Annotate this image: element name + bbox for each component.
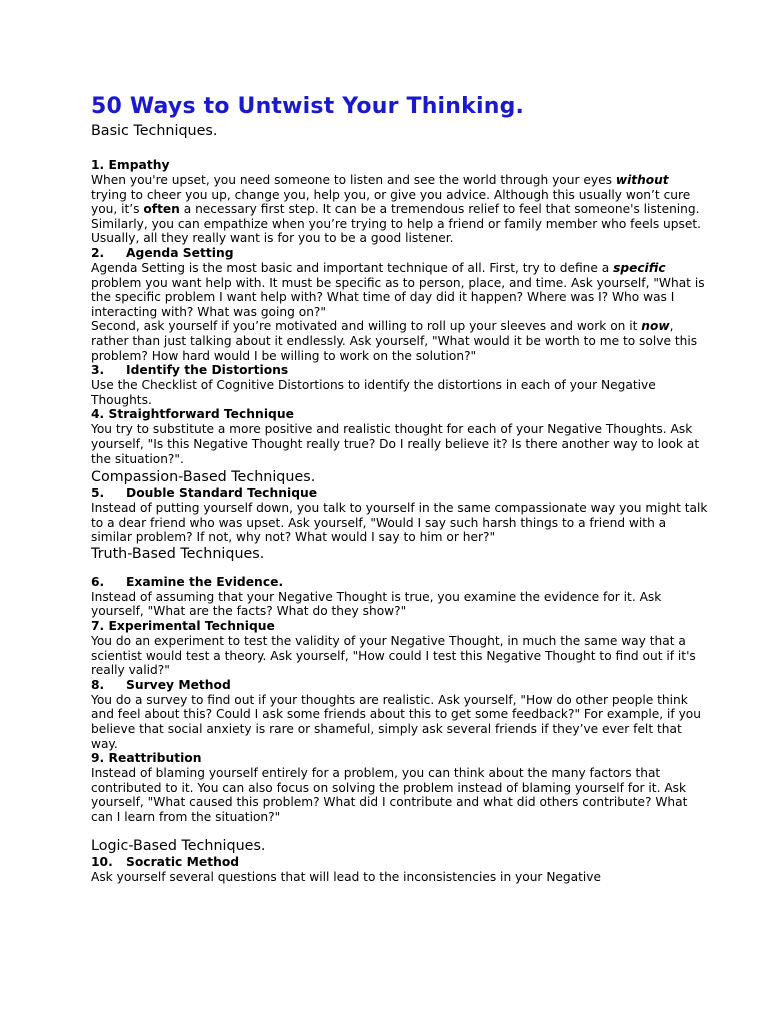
technique-1-paragraph-1: When you're upset, you need someone to listen and see the world through your eyes without trying to cheer you up, change you, help you, or give you advice. Although this usually won’t cure you, it’s often a necessary first step. It can be a tremendous relief to feel that someone's listening.: [91, 173, 700, 217]
technique-5-paragraph-1: Instead of putting yourself down, you talk to yourself in the same compassionate way you might talk to a dear friend who was upset. Ask yourself, "Would I say such harsh things to a friend with a similar problem? If not, why not? What would I say to him or her?": [91, 501, 708, 545]
technique-10-paragraph-1: Ask yourself several questions that will lead to the inconsistencies in your Negative: [91, 869, 602, 884]
technique-heading-2: 2. Agenda Setting: [91, 245, 234, 260]
technique-2-paragraph-1: Agenda Setting is the most basic and important technique of all. First, try to define a specific problem you want help with. It must be specific as to person, place, and time. Ask yourself, "What is the specific problem I want help with? What time of day did it happen? Where was I? Who was I interacting with? What was going on?": [91, 260, 705, 319]
technique-9-paragraph-1: Instead of blaming yourself entirely for a problem, you can think about the many factors that contributed to it. You can also focus on solving the problem instead of blaming yourself for it. Ask yourself, "What caused this problem? What did I contribute and what did others contribute? What can I learn from the situation?": [91, 766, 688, 824]
technique-heading-4: 4. Straightforward Technique: [91, 407, 294, 422]
technique-heading-1: 1. Empathy: [91, 158, 170, 172]
technique-2-paragraph-2: Second, ask yourself if you’re motivated and willing to roll up your sleeves and work on it now, rather than just talking about it endlessly. Ask yourself, "What would it be worth to me to solve this problem? How hard would I be willing to work on the solution?": [91, 319, 698, 363]
section-heading-logic: Logic-Based Techniques.: [91, 837, 266, 854]
technique-heading-3: 3. Identify the Distortions: [91, 363, 289, 378]
section-heading-truth: Truth-Based Techniques.: [91, 545, 265, 562]
document-title: 50 Ways to Untwist Your Thinking.: [91, 94, 525, 119]
technique-1-paragraph-2: Similarly, you can empathize when you’re trying to help a friend or family member who feels upset. Usually, all they really want is for you to be a good listener.: [91, 216, 702, 246]
section-heading-basic: Basic Techniques.: [91, 123, 218, 139]
technique-heading-7: 7. Experimental Technique: [91, 619, 275, 634]
technique-6-paragraph-1: Instead of assuming that your Negative Thought is true, you examine the evidence for it. Ask yourself, "What are the facts? What do they show?": [91, 589, 662, 619]
technique-7-paragraph-1: You do an experiment to test the validity of your Negative Thought, in much the same way that a scientist would test a theory. Ask yourself, "How could I test this Negative Thought to find out if it's really valid?": [91, 634, 696, 678]
section-heading-compassion: Compassion-Based Techniques.: [91, 469, 316, 486]
technique-heading-5: 5. Double Standard Technique: [91, 486, 318, 501]
technique-heading-6: 6. Examine the Evidence.: [91, 574, 284, 589]
technique-heading-9: 9. Reattribution: [91, 751, 202, 766]
technique-heading-10: 10. Socratic Method: [91, 854, 240, 869]
technique-heading-8: 8. Survey Method: [91, 677, 231, 692]
technique-4-paragraph-1: You try to substitute a more positive and realistic thought for each of your Negative Thoughts. Ask yourself, "Is this Negative Thought really true? Do I really believe it? Is there another way to look at the situation?".: [91, 422, 700, 466]
technique-8-paragraph-1: You do a survey to find out if your thoughts are realistic. Ask yourself, "How do other people think and feel about this? Could I ask some friends about this to get some feedback?" For example, if you believe that social anxiety is rare or shameful, simply ask several friends if they’ve ever felt that way.: [91, 692, 701, 751]
technique-3-paragraph-1: Use the Checklist of Cognitive Distortions to identify the distortions in each of your Negative Thoughts.: [91, 378, 656, 407]
